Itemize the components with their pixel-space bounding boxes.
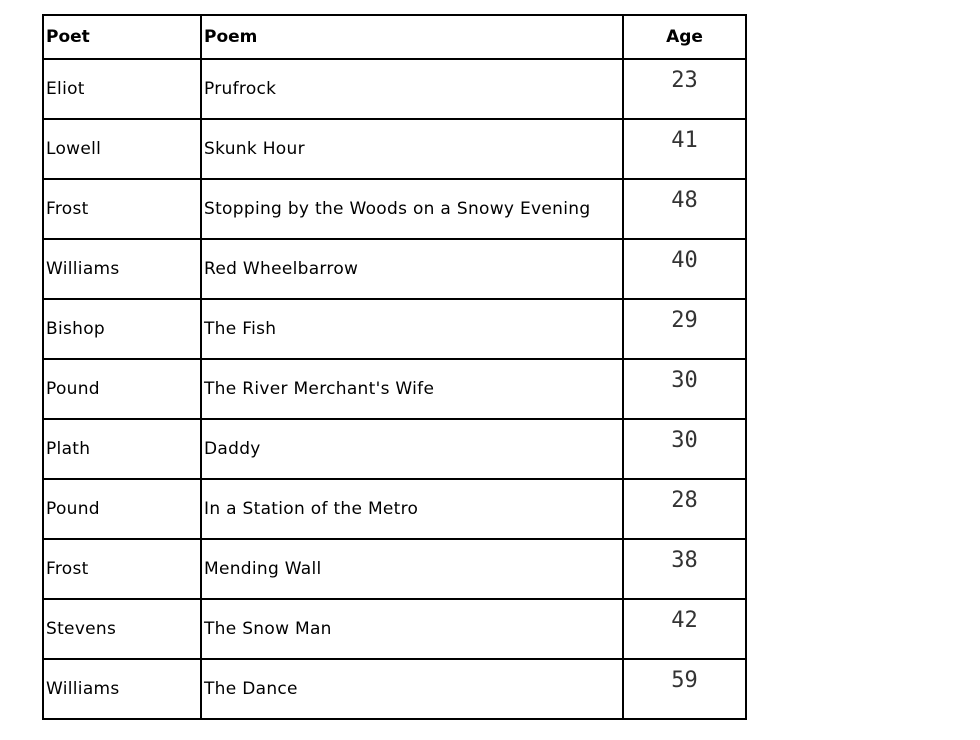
poem-cell: Skunk Hour [201, 119, 623, 179]
age-cell: 38 [623, 539, 746, 599]
table-row [43, 479, 746, 539]
poem-cell: The River Merchant's Wife [201, 359, 623, 419]
poem-cell: Red Wheelbarrow [201, 239, 623, 299]
header-age: Age [623, 15, 746, 59]
poets-table [42, 14, 747, 720]
table-row [43, 299, 746, 359]
poet-cell: Plath [43, 419, 201, 479]
age-cell: 28 [623, 479, 746, 539]
poet-cell: Pound [43, 479, 201, 539]
table-row [43, 359, 746, 419]
age-cell: 40 [623, 239, 746, 299]
poem-cell: The Fish [201, 299, 623, 359]
age-cell: 23 [623, 59, 746, 119]
age-cell: 30 [623, 419, 746, 479]
table-body [43, 59, 746, 719]
table-row [43, 119, 746, 179]
table-row [43, 419, 746, 479]
poem-cell: The Dance [201, 659, 623, 719]
table-row [43, 599, 746, 659]
header-row [43, 15, 746, 59]
poet-cell: Stevens [43, 599, 201, 659]
poem-cell: The Snow Man [201, 599, 623, 659]
table-row [43, 179, 746, 239]
poem-cell: Prufrock [201, 59, 623, 119]
poem-cell: Stopping by the Woods on a Snowy Evening [201, 179, 623, 239]
age-cell: 42 [623, 599, 746, 659]
age-cell: 59 [623, 659, 746, 719]
poet-cell: Frost [43, 179, 201, 239]
poem-cell: Mending Wall [201, 539, 623, 599]
age-cell: 29 [623, 299, 746, 359]
table-row [43, 59, 746, 119]
age-cell: 30 [623, 359, 746, 419]
poet-cell: Lowell [43, 119, 201, 179]
poet-cell: Frost [43, 539, 201, 599]
poet-cell: Pound [43, 359, 201, 419]
table-row [43, 239, 746, 299]
age-cell: 41 [623, 119, 746, 179]
table-row [43, 539, 746, 599]
poet-cell: Williams [43, 239, 201, 299]
poet-cell: Bishop [43, 299, 201, 359]
poem-cell: Daddy [201, 419, 623, 479]
table-header [43, 15, 746, 59]
poem-cell: In a Station of the Metro [201, 479, 623, 539]
poet-cell: Eliot [43, 59, 201, 119]
header-poet: Poet [43, 15, 201, 59]
table-row [43, 659, 746, 719]
age-cell: 48 [623, 179, 746, 239]
header-poem: Poem [201, 15, 623, 59]
poet-cell: Williams [43, 659, 201, 719]
